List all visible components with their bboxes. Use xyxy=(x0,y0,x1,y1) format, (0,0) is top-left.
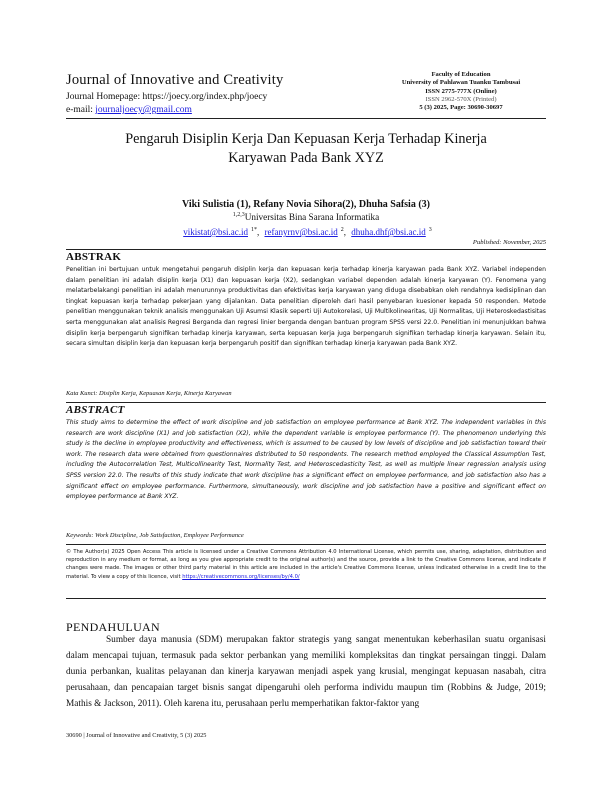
license-notice xyxy=(66,548,546,581)
author-email-1-sup: 1* xyxy=(250,227,257,233)
issn-online: ISSN 2775-777X (Online) xyxy=(425,87,497,95)
journal-email-link[interactable]: journaljoecy@gmail.com xyxy=(95,105,192,115)
issn-printed: ISSN 2962-570X (Printed) xyxy=(425,95,497,103)
published-date: Published: November, 2025 xyxy=(472,239,546,246)
email-label: e-mail: xyxy=(66,105,96,115)
abstrak-top-divider xyxy=(66,249,546,250)
publisher-info xyxy=(376,71,546,112)
journal-title: Journal of Innovative and Creativity xyxy=(66,72,284,88)
abstrak-heading: ABSTRAK xyxy=(66,251,122,263)
license-link[interactable]: https://creativecommons.org/licenses/by/4.0/ xyxy=(182,573,300,580)
author-email-1[interactable]: vikistat@bsi.ac.id xyxy=(183,227,248,237)
author-email-2[interactable]: refanyrnv@bsi.ac.id xyxy=(264,227,338,237)
author-email-2-sup: 2 xyxy=(340,227,344,233)
page-footer: 30690 | Journal of Innovative and Creativity, 5 (3) 2025 xyxy=(66,732,207,739)
paper-title xyxy=(80,130,532,167)
abstrak-bottom-divider xyxy=(66,402,546,403)
abstract-text: This study aims to determine the effect of work discipline and job satisfaction on employee performance at Bank XYZ. The independent variables in this research are work discipline (X1) and job satisfaction (X2), while the dependent variable is employee performance (Y). The phenomenon underlying this study is the decline in employee productivity and effectiveness, which is assumed to be caused by low levels of discipline and job satisfaction toward their work. The research data were obtained from questionnaires distributed to 50 respondents. The research method employed the Classical Assumption Test, including the Autocorrelation Test, Multicollinearity Test, Normality Test, and Heteroscedasticity Test, as well as multiple linear regression analysis using SPSS version 22.0. The results of this study indicate that work discipline has a significant effect on employee performance, and job satisfaction also has a significant effect on employee performance. Furthermore, simultaneously, work discipline and job satisfaction have a positive and significant effect on employee performance at Bank XYZ. xyxy=(66,419,546,501)
abstract-heading: ABSTRACT xyxy=(66,404,125,416)
authors: Viki Sulistia (1), Refany Novia Sihora(2), Dhuha Safsia (3) xyxy=(182,199,430,210)
title-line-2: Karyawan Pada Bank XYZ xyxy=(228,149,384,166)
abstract-bottom-divider xyxy=(66,544,546,545)
journal-homepage: Journal Homepage: https://joecy.org/index.php/joecy xyxy=(66,92,268,102)
license-divider xyxy=(66,598,546,599)
journal-email-line xyxy=(66,105,192,115)
abstrak-text: Penelitian ini bertujuan untuk mengetahui pengaruh disiplin kerja dan kepuasan kerja terhadap kinerja karyawan pada Bank XYZ. Variabel independen dalam penelitian ini adalah disiplin kerja (X1) dan kepuasan kerja (X2), sedangkan variabel dependen adalah kinerja karyawan (Y). Fenomena yang melatarbelakangi penelitian ini adalah menurunnya produktivitas dan efektivitas kerja karyawan yang diduga disebabkan oleh rendahnya kedisiplinan dan tingkat kepuasan kerja terhadap pekerjaan yang dijalankan. Data penelitian diperoleh dari hasil penyebaran kuesioner kepada 50 responden. Metode penelitian menggunakan teknik analisis menggunakan Uji Asumsi Klasik seperti Uji Autokorelasi, Uji Multikolinearitas, Uji Normalitas, Uji Heteroskedastisitas serta menggunakan alat analisis Regresi Berganda dan regresi linier berganda dengan bantuan program SPSS versi 22.0. Penelitian ini menunjukkan bahwa disiplin kerja berpengaruh signifikan terhadap kinerja karyawan, serta kepuasan kerja juga berpengaruh signifikan terhadap kinerja karyawan. Selain itu, secara simultan disiplin kerja dan kepuasan kerja berpengaruh positif dan signifikan terhadap kinerja karyawan pada Bank XYZ. xyxy=(66,266,546,348)
abstract-keywords: Keywords: Work Discipline, Job Satisfaction, Employee Performance xyxy=(66,532,244,539)
author-email-3[interactable]: dhuha.dhf@bsi.ac.id xyxy=(351,227,426,237)
faculty-line: Faculty of Education xyxy=(431,71,491,78)
volume-page: 5 (3) 2025, Page: 30690-30697 xyxy=(419,104,503,112)
author-emails: vikistat@bsi.ac.id $^{1*}$, refanyrnv@bsi.ac.id $^2$, dhuha.dhf@bsi.ac.id $^3$ xyxy=(183,227,432,237)
author-email-3-sup: 3 xyxy=(428,227,432,233)
university-line: University of Pahlawan Tuanku Tambusai xyxy=(401,79,521,87)
affiliation xyxy=(66,212,546,222)
pendahuluan-heading: PENDAHULUAN xyxy=(66,620,160,634)
affiliation-sup: 1,2,3 xyxy=(232,212,245,218)
abstrak-keywords: Kata Kunci: Disiplin Kerja, Kepuasan Kerja, Kinerja Karyawan xyxy=(66,390,232,397)
license-text: © The Author(s) 2025 Open Access This article is licensed under a Creative Commons Attribution 4.0 International License, which permits use, sharing, adaptation, distribution and reproduction in any medium or format, as long as you give appropriate credit to the original author(s) and the source, provide a link to the Creative Commons license, and indicate if changes were made. The images or other third party material in this article are included in the article's Creative Commons license, unless indicated otherwise in a credit line to the material. To view a copy of this licence, visit xyxy=(66,549,546,580)
title-line-1: Pengaruh Disiplin Kerja Dan Kepuasan Kerja Terhadap Kinerja xyxy=(125,131,487,147)
affiliation-text: Universitas Bina Sarana Informatika xyxy=(244,212,380,223)
header-divider xyxy=(66,118,546,119)
pendahuluan-text: Sumber daya manusia (SDM) merupakan faktor strategis yang sangat menentukan keberhasilan suatu organisasi dalam mencapai tujuan, termasuk pada sektor perbankan yang memiliki kompleksitas dan tingkat persaingan tinggi. Dalam dunia perbankan, kualitas pelayanan dan kinerja karyawan menjadi aspek yang krusial, mengingat kepuasan nasabah, citra perusahaan, dan pencapaian target bisnis sangat dipengaruhi oleh performa individu maupun tim (Robbins & Judge, 2019; Mathis & Jackson, 2011). Oleh karena itu, perusahaan perlu memperhatikan faktor-faktor yang xyxy=(66,635,546,709)
